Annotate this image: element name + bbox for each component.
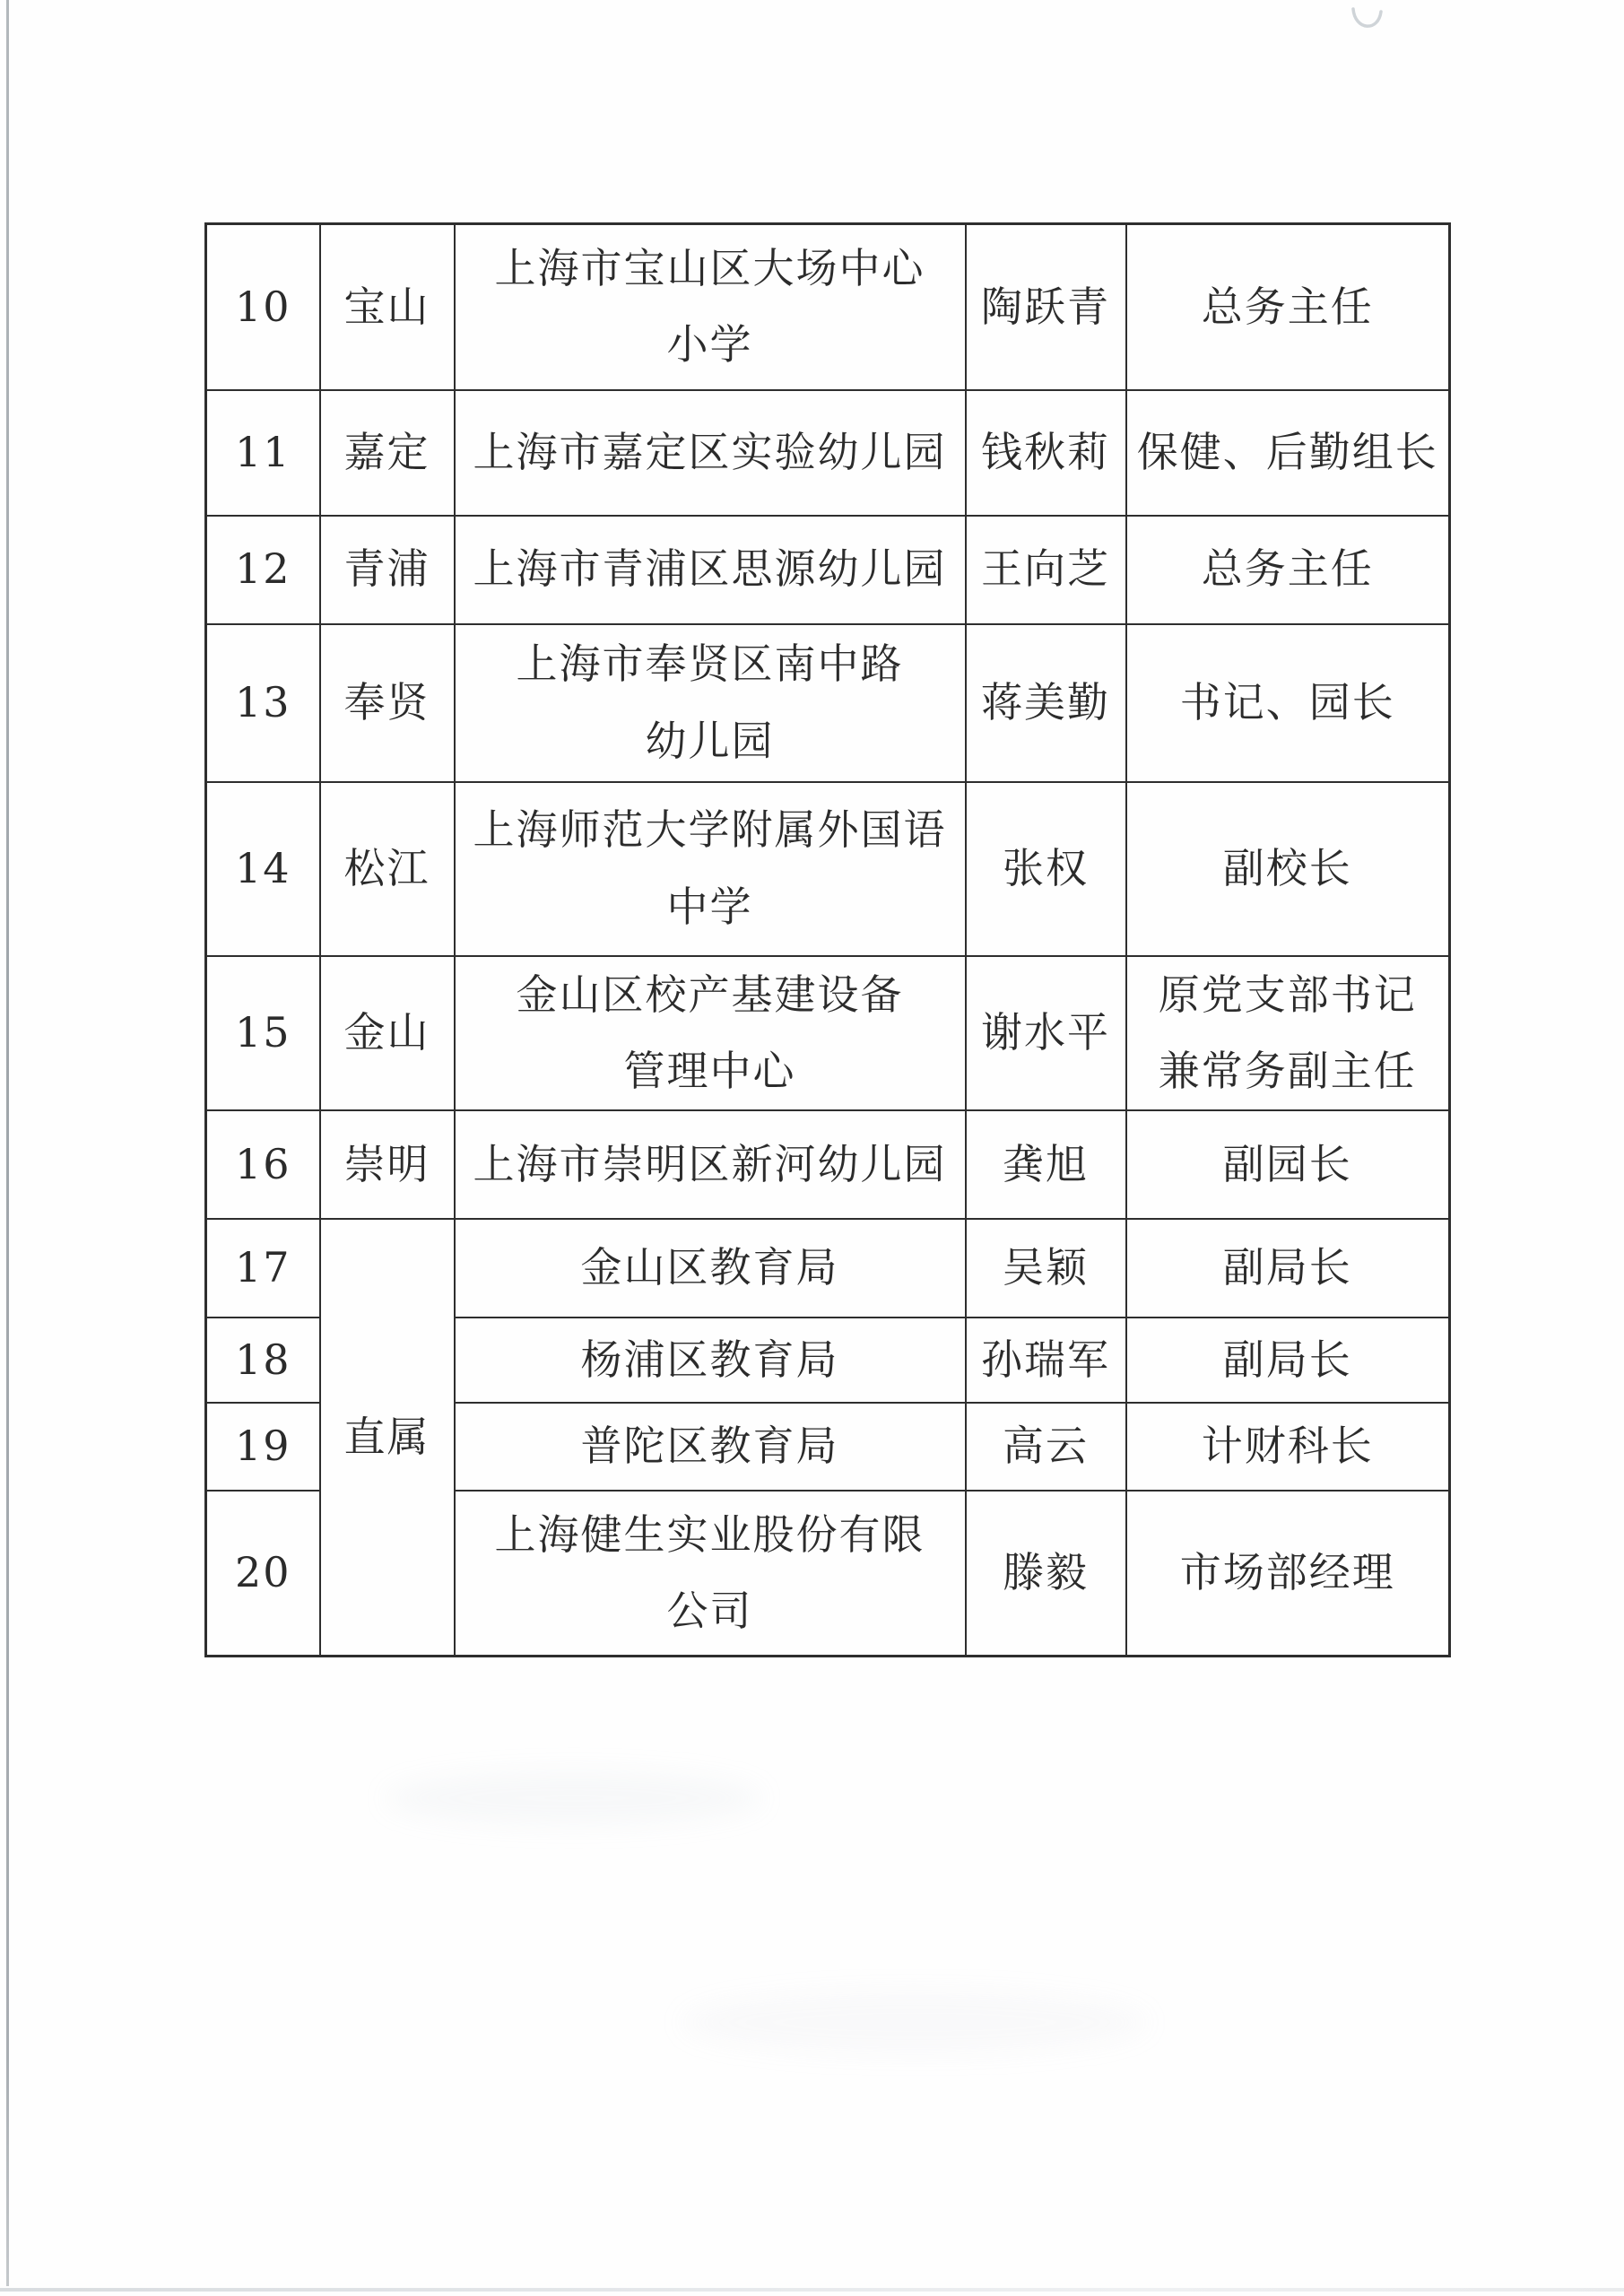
district-cell: 青浦 [320,516,455,624]
row-number-cell: 17 [206,1219,320,1318]
position-line: 兼常务副主任 [1158,1046,1417,1095]
org-line: 杨浦区教育局 [580,1335,839,1384]
org-cell [455,782,966,956]
table-row [206,956,1450,1110]
org-cell [455,224,966,390]
position-cell [1126,1491,1450,1657]
position-cell [1126,1110,1450,1219]
org-cell [455,1403,966,1491]
row-number-cell: 10 [206,224,320,390]
org-line: 金山区教育局 [580,1243,839,1292]
table-row [206,1110,1450,1219]
scan-smudge [682,1991,1148,2054]
person-name-cell: 孙瑞军 [966,1318,1126,1403]
district-cell: 金山 [320,956,455,1110]
table-row [206,390,1450,516]
org-line: 小学 [666,320,753,370]
org-cell [455,390,966,516]
row-number-cell: 18 [206,1318,320,1403]
scan-smudge [386,1771,762,1825]
position-cell [1126,1219,1450,1318]
page-left-edge-line [6,0,9,2286]
position-line: 计财科长 [1201,1422,1374,1471]
district-cell: 嘉定 [320,390,455,516]
person-name-cell: 龚旭 [966,1110,1126,1219]
row-number-cell: 12 [206,516,320,624]
position-line: 总务主任 [1201,282,1374,331]
table-row [206,516,1450,624]
position-line: 副局长 [1222,1335,1352,1384]
org-cell [455,1491,966,1657]
org-cell [455,1318,966,1403]
district-cell-merged: 直属 [320,1219,455,1657]
table-row [206,624,1450,782]
org-line: 幼儿园 [645,716,775,765]
row-number-cell: 14 [206,782,320,956]
org-line: 上海市宝山区大场中心 [494,244,925,293]
row-number-cell: 13 [206,624,320,782]
person-name-cell: 张权 [966,782,1126,956]
org-line: 上海市崇明区新河幼儿园 [473,1139,947,1188]
org-line: 上海市奉贤区南中路 [516,639,904,689]
position-line: 市场部经理 [1179,1548,1395,1597]
org-line: 上海师范大学附属外国语 [473,805,947,855]
scan-curve-artifact [1350,5,1386,41]
person-name-cell: 陶跃青 [966,224,1126,390]
position-line: 副校长 [1222,843,1352,892]
org-cell [455,1110,966,1219]
position-cell [1126,390,1450,516]
district-cell: 宝山 [320,224,455,390]
org-line: 普陀区教育局 [580,1422,839,1471]
org-cell [455,624,966,782]
position-cell [1126,516,1450,624]
district-cell: 崇明 [320,1110,455,1219]
page-bottom-edge-line [0,2288,1624,2292]
person-name-cell: 钱秋莉 [966,390,1126,516]
org-cell [455,956,966,1110]
position-line: 原党支部书记 [1158,970,1417,1019]
position-line: 书记、园长 [1179,677,1395,726]
position-line: 副局长 [1222,1243,1352,1292]
org-cell [455,1219,966,1318]
person-name-cell: 滕毅 [966,1491,1126,1657]
position-cell [1126,782,1450,956]
org-line: 上海市嘉定区实验幼儿园 [473,427,947,476]
person-name-cell: 吴颖 [966,1219,1126,1318]
position-cell [1126,1318,1450,1403]
org-line: 中学 [666,882,753,931]
org-line: 上海健生实业股份有限 [494,1509,925,1559]
row-number-cell: 16 [206,1110,320,1219]
row-number-cell: 11 [206,390,320,516]
org-line: 管理中心 [623,1046,796,1095]
position-cell [1126,956,1450,1110]
person-name-cell: 王向芝 [966,516,1126,624]
org-line: 公司 [666,1586,753,1635]
table-row [206,224,1450,390]
position-line: 保健、后勤组长 [1136,427,1438,476]
row-number-cell: 19 [206,1403,320,1491]
person-name-cell: 蒋美勤 [966,624,1126,782]
row-number-cell: 20 [206,1491,320,1657]
table-row [206,782,1450,956]
org-cell [455,516,966,624]
person-name-cell: 谢水平 [966,956,1126,1110]
roster-table [204,222,1451,1657]
org-line: 上海市青浦区思源幼儿园 [473,544,947,594]
district-cell: 松江 [320,782,455,956]
position-cell [1126,624,1450,782]
position-line: 总务主任 [1201,544,1374,594]
position-cell [1126,1403,1450,1491]
position-cell [1126,224,1450,390]
row-number-cell: 15 [206,956,320,1110]
position-line: 副园长 [1222,1139,1352,1188]
roster-table-container [204,222,1451,1657]
district-cell: 奉贤 [320,624,455,782]
org-line: 金山区校产基建设备 [516,970,904,1019]
person-name-cell: 高云 [966,1403,1126,1491]
table-row [206,1219,1450,1318]
